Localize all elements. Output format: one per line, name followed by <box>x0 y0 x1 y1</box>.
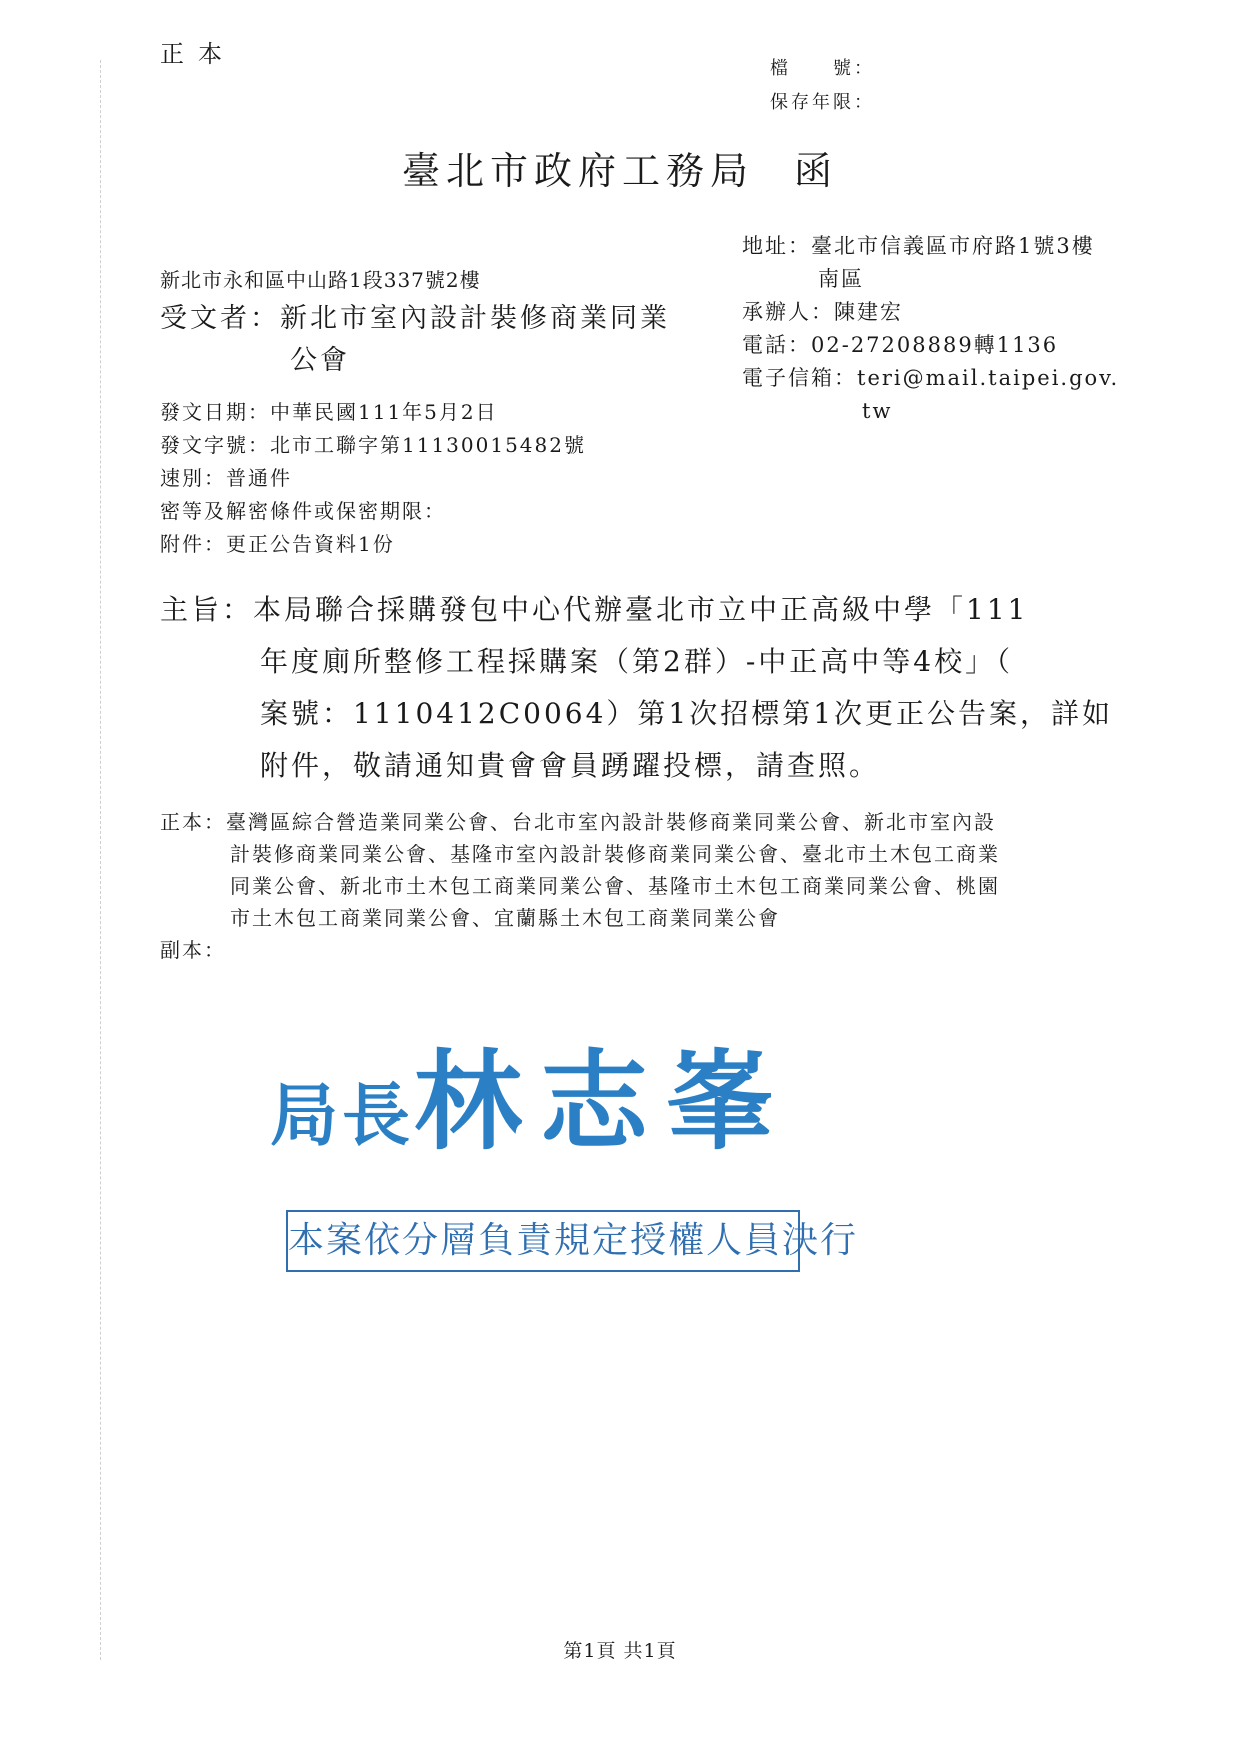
subject-line: 案號：1110412C0064）第1次招標第1次更正公告案，詳如 <box>260 697 1114 730</box>
subject-line: 主旨：本局聯合採購發包中心代辦臺北市立中正高級中學「111 <box>160 593 1029 626</box>
document-number: 發文字號：北市工聯字第11130015482號 <box>160 433 586 457</box>
handler: 承辦人：陳建宏 <box>742 300 903 324</box>
phone: 電話：02-27208889轉1136 <box>742 333 1059 357</box>
subject-line: 年度廁所整修工程採購案（第2群）-中正高中等4校」（ <box>260 645 1014 678</box>
email-cont: tw <box>862 399 893 423</box>
recipient-name: 受文者：新北市室內設計裝修商業同業 <box>160 303 670 334</box>
recipient-name-cont: 公會 <box>290 345 350 376</box>
authorization-stamp: 本案依分層負責規定授權人員決行 <box>286 1210 800 1272</box>
distribution-list <box>160 806 1000 966</box>
copy-recipients: 副本： <box>160 938 226 962</box>
binding-line <box>100 60 101 1660</box>
attachment: 附件：更正公告資料1份 <box>160 532 395 556</box>
director-signature <box>270 1015 792 1170</box>
sender-info <box>742 230 1119 428</box>
recipient-address: 新北市永和區中山路1段337號2樓 <box>160 268 481 292</box>
sender-address-cont: 南區 <box>818 267 864 291</box>
main-recipients-cont: 同業公會、新北市土木包工商業同業公會、基隆市土木包工商業同業公會、桃園 <box>230 874 1000 898</box>
retention-label: 保存年限： <box>770 92 875 113</box>
copy-label: 正本 <box>160 40 236 68</box>
email: 電子信箱：teri@mail.taipei.gov. <box>742 366 1120 390</box>
file-number-label: 檔 號： <box>770 58 875 79</box>
issue-date: 發文日期：中華民國111年5月2日 <box>160 400 498 424</box>
page-number: 第1頁 共1頁 <box>563 1640 677 1662</box>
file-info <box>770 52 875 120</box>
document-type: 函 <box>794 149 839 193</box>
sender-address: 地址：臺北市信義區市府路1號3樓 <box>742 234 1095 258</box>
main-recipients-cont: 計裝修商業同業公會、基隆市室內設計裝修商業同業公會、臺北市土木包工商業 <box>230 842 1000 866</box>
subject <box>160 584 1113 792</box>
recipient <box>160 298 670 382</box>
signature-name: 林志峯 <box>414 1040 793 1165</box>
signature-rank: 局長 <box>270 1077 415 1156</box>
secrecy: 密等及解密條件或保密期限： <box>160 499 446 523</box>
speed: 速別：普通件 <box>160 466 292 490</box>
subject-line: 附件，敬請通知貴會會員踴躍投標，請查照。 <box>260 749 881 782</box>
main-recipients-cont: 市土木包工商業同業公會、宜蘭縣土木包工商業同業公會 <box>230 906 780 930</box>
document-meta <box>160 396 586 561</box>
agency-name: 臺北市政府工務局 <box>401 149 754 193</box>
main-recipients: 正本：臺灣區綜合營造業同業公會、台北市室內設計裝修商業同業公會、新北市室內設 <box>160 810 996 834</box>
document-title <box>0 140 1240 195</box>
